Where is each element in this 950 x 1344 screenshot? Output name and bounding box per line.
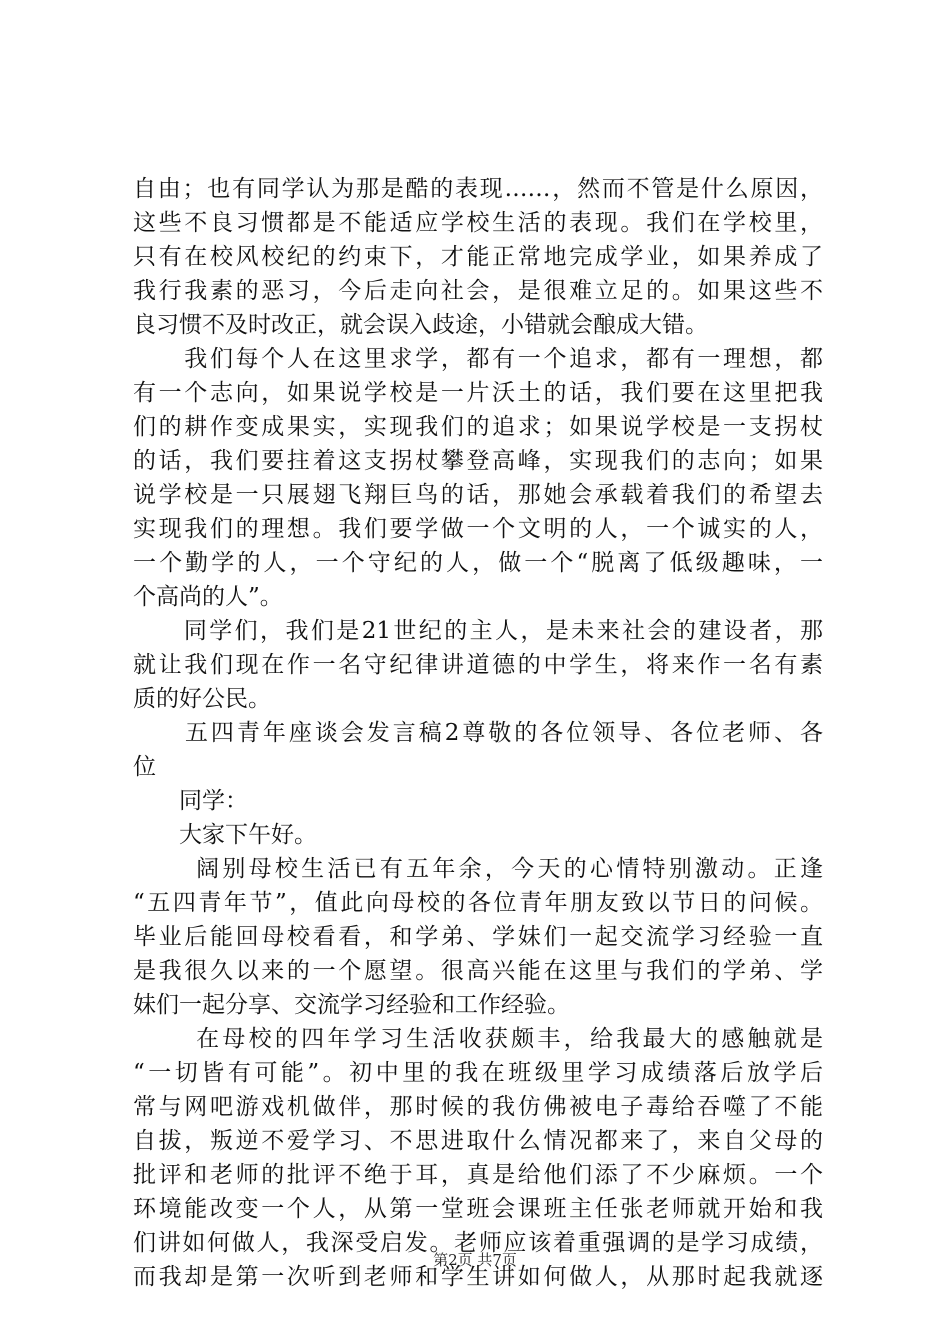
text-line: 质的好公民。 bbox=[133, 686, 271, 712]
text-line: 们讲如何做人，我深受启发。老师应该着重强调的是学习成绩， bbox=[133, 1230, 823, 1256]
text-line: 同学： bbox=[133, 788, 248, 814]
text-line: 自拔，叛逆不爱学习、不思进取什么情况都来了，来自父母的 bbox=[133, 1128, 823, 1154]
page-number-footer: 第2页 共7页 bbox=[433, 1251, 517, 1269]
text-line: 是我很久以来的一个愿望。很高兴能在这里与我们的学弟、学 bbox=[133, 958, 823, 984]
text-line: 同学们，我们是21世纪的主人，是未来社会的建设者，那 bbox=[133, 618, 823, 644]
text-line: 阔别母校生活已有五年余，今天的心情特别激动。正逢 bbox=[133, 856, 823, 882]
text-line: “五四青年节”，值此向母校的各位青年朋友致以节日的问候。 bbox=[133, 890, 823, 916]
text-line: 在母校的四年学习生活收获颇丰，给我最大的感触就是 bbox=[133, 1026, 823, 1052]
text-line: 妹们一起分享、交流学习经验和工作经验。 bbox=[133, 992, 570, 1018]
text-line: 有一个志向，如果说学校是一片沃土的话，我们要在这里把我 bbox=[133, 380, 823, 406]
text-line: “一切皆有可能”。初中里的我在班级里学习成绩落后放学后 bbox=[133, 1060, 823, 1086]
text-line: 实现我们的理想。我们要学做一个文明的人，一个诚实的人， bbox=[133, 516, 823, 542]
text-line: 这些不良习惯都是不能适应学校生活的表现。我们在学校里， bbox=[133, 210, 823, 236]
text-line: 自由；也有同学认为那是酷的表现……，然而不管是什么原因， bbox=[133, 176, 823, 202]
text-line: 位 bbox=[133, 754, 156, 780]
text-line: 就让我们现在作一名守纪律讲道德的中学生，将来作一名有素 bbox=[133, 652, 823, 678]
text-line: 良习惯不及时改正，就会误入歧途，小错就会酿成大错。 bbox=[133, 312, 708, 338]
text-line: 我们每个人在这里求学，都有一个追求，都有一理想，都 bbox=[133, 346, 823, 372]
text-line: 而我却是第一次听到老师和学生讲如何做人，从那时起我就逐 bbox=[133, 1264, 823, 1290]
text-line: 毕业后能回母校看看，和学弟、学妹们一起交流学习经验一直 bbox=[133, 924, 823, 950]
text-line: 说学校是一只展翅飞翔巨鸟的话，那她会承载着我们的希望去 bbox=[133, 482, 823, 508]
text-line: 我行我素的恶习，今后走向社会，是很难立足的。如果这些不 bbox=[133, 278, 823, 304]
text-line: 批评和老师的批评不绝于耳，真是给他们添了不少麻烦。一个 bbox=[133, 1162, 823, 1188]
text-line: 个高尚的人”。 bbox=[133, 584, 283, 610]
text-line: 大家下午好。 bbox=[133, 822, 317, 848]
text-line: 五四青年座谈会发言稿2尊敬的各位领导、各位老师、各 bbox=[133, 720, 823, 746]
text-line: 们的耕作变成果实，实现我们的追求；如果说学校是一支拐杖 bbox=[133, 414, 823, 440]
text-line: 常与网吧游戏机做伴，那时候的我仿佛被电子毒给吞噬了不能 bbox=[133, 1094, 823, 1120]
text-line: 的话，我们要拄着这支拐杖攀登高峰，实现我们的志向；如果 bbox=[133, 448, 823, 474]
text-line: 一个勤学的人，一个守纪的人，做一个“脱离了低级趣味，一 bbox=[133, 550, 823, 576]
text-line: 只有在校风校纪的约束下，才能正常地完成学业，如果养成了 bbox=[133, 244, 823, 270]
text-line: 环境能改变一个人，从第一堂班会课班主任张老师就开始和我 bbox=[133, 1196, 823, 1222]
